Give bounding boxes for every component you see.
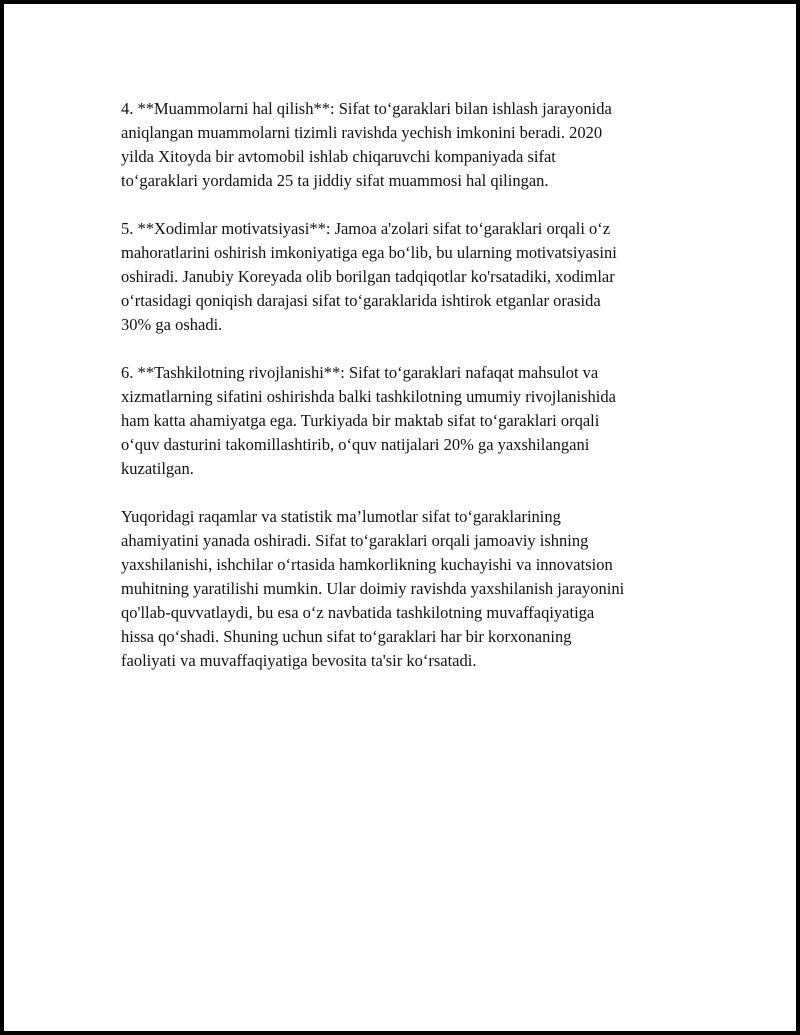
text-line: kuzatilgan. xyxy=(121,459,194,478)
text-line: 5. **Xodimlar motivatsiyasi**: Jamoa a'zolari sifat to‘garaklari orqali o‘z xyxy=(121,219,611,238)
text-line: yaxshilanishi, ishchilar o‘rtasida hamkorlikning kuchayishi va innovatsion xyxy=(121,555,613,574)
text-line: o‘quv dasturini takomillashtirib, o‘quv natijalari 20% ga yaxshilangani xyxy=(121,435,590,454)
text-line: aniqlangan muammolarni tizimli ravishda yechish imkonini beradi. 2020 xyxy=(121,123,603,142)
text-line: mahoratlarini oshirish imkoniyatiga ega bo‘lib, bu ularning motivatsiyasini xyxy=(121,243,617,262)
document-body xyxy=(121,97,696,697)
text-line: hissa qo‘shadi. Shuning uchun sifat to‘garaklari har bir korxonaning xyxy=(121,627,572,646)
text-line: ahamiyatini yanada oshiradi. Sifat to‘garaklari orqali jamoaviy ishning xyxy=(121,531,589,550)
paragraph-employee-motivation xyxy=(121,217,696,337)
text-line: 4. **Muammolarni hal qilish**: Sifat to‘garaklari bilan ishlash jarayonida xyxy=(121,99,612,118)
text-line: to‘garaklari yordamida 25 ta jiddiy sifat muammosi hal qilingan. xyxy=(121,171,549,190)
text-line: muhitning yaratilishi mumkin. Ular doimiy ravishda yaxshilanish jarayonini xyxy=(121,579,625,598)
text-line: o‘rtasidagi qoniqish darajasi sifat to‘garaklarida ishtirok etganlar orasida xyxy=(121,291,601,310)
text-line: 6. **Tashkilotning rivojlanishi**: Sifat to‘garaklari nafaqat mahsulot va xyxy=(121,363,599,382)
text-line: oshiradi. Janubiy Koreyada olib borilgan tadqiqotlar ko'rsatadiki, xodimlar xyxy=(121,267,615,286)
text-line: qo'llab-quvvatlaydi, bu esa o‘z navbatida tashkilotning muvaffaqiyatiga xyxy=(121,603,595,622)
paragraph-conclusion xyxy=(121,505,696,673)
text-line: 30% ga oshadi. xyxy=(121,315,223,334)
text-line: ham katta ahamiyatga ega. Turkiyada bir maktab sifat to‘garaklari orqali xyxy=(121,411,600,430)
text-line: yilda Xitoyda bir avtomobil ishlab chiqaruvchi kompaniyada sifat xyxy=(121,147,556,166)
text-line: faoliyati va muvaffaqiyatiga bevosita ta'sir ko‘rsatadi. xyxy=(121,651,477,670)
text-line: Yuqoridagi raqamlar va statistik ma’lumotlar sifat to‘garaklarining xyxy=(121,507,561,526)
text-line: xizmatlarning sifatini oshirishda balki tashkilotning umumiy rivojlanishida xyxy=(121,387,616,406)
paragraph-problem-solving xyxy=(121,97,696,193)
paragraph-organization-development xyxy=(121,361,696,481)
